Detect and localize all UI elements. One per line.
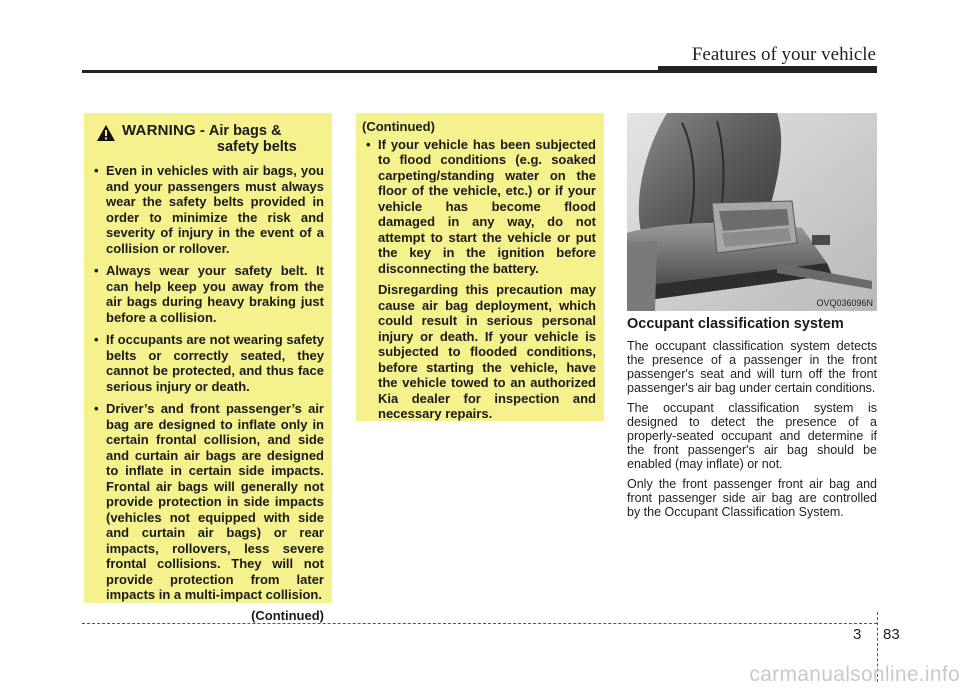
section-paragraph: The occupant classification system is designed to detect the presence of a properly-seated occupant and determine if the front passenger's air bag should be enabled (may inflate) or not.	[627, 401, 877, 471]
seat-figure	[627, 113, 877, 311]
section-paragraph: Only the front passenger front air bag and front passenger side air bag are controlled by the Occupant Classification System.	[627, 477, 877, 519]
warning-bullet: • If occupants are not wearing safety belts or correctly seated, they cannot be protected, and thus face serious injury or death.	[90, 332, 324, 394]
watermark: carmanualsonline.info	[749, 663, 960, 686]
warning-label: WARNING	[122, 122, 196, 139]
warning-topic-line1: Air bags &	[208, 123, 282, 139]
seat-illustration	[627, 113, 877, 311]
warning-header	[96, 123, 324, 155]
warning-bullet: • Even in vehicles with air bags, you and your passengers must always wear the safety belts provided in order to minimize the risk and severity of injury in the event of a collision or rollover.	[90, 163, 324, 256]
section-paragraph: The occupant classification system detects the presence of a passenger in the front passenger's seat and will turn off the front passenger's air bag under certain conditions.	[627, 339, 877, 395]
continuation-bullet-list	[362, 137, 596, 277]
warning-topic	[209, 123, 297, 155]
warning-triangle-icon	[96, 124, 116, 142]
figure-code: OVQ036096N	[816, 298, 873, 308]
continuation-panel	[356, 113, 604, 421]
chapter-number: 3	[853, 626, 862, 643]
continued-label: (Continued)	[251, 607, 324, 623]
section-title: Occupant classification system	[627, 316, 844, 332]
warning-bullet: • Always wear your safety belt. It can help keep you away from the air bags during heavy braking just before a collision.	[90, 263, 324, 325]
header-title: Features of your vehicle	[691, 44, 876, 65]
warning-topic-line2: safety belts	[216, 139, 297, 155]
header-rule-accent	[658, 66, 877, 71]
footer-rule	[82, 623, 877, 624]
warning-dash: -	[199, 122, 205, 139]
warning-panel	[84, 113, 332, 623]
page-number: 83	[883, 626, 900, 643]
continuation-bullet: • If your vehicle has been subjected to flood conditions (e.g. soaked carpeting/standing water on the floor of the vehicle, etc.) or if your vehicle has become flood damaged in any way, do not attempt to start the vehicle or put the key in the ignition before disconnecting the battery.	[362, 137, 596, 277]
warning-bullet-list	[90, 163, 324, 603]
continuation-heading: (Continued)	[362, 119, 435, 134]
section-body	[627, 339, 877, 525]
warning-bullet: • Driver’s and front passenger’s air bag are designed to inflate only in certain frontal collision, and side and curtain air bags are designed to inflate in certain side impacts. Frontal air bags will generally not provide protection in side impacts (vehicles not equipped with side and curtain air bags) or rear impacts, rollovers, less severe frontal collisions. They will not provide protection from later impacts in a multi-impact collision.	[90, 401, 324, 603]
continuation-paragraph: Disregarding this precaution may cause air bag deployment, which could result in serious personal injury or death. If your vehicle is subjected to flooded conditions, before starting the vehicle, have the vehicle towed to an authorized Kia dealer for inspection and necessary repairs.	[378, 282, 596, 421]
